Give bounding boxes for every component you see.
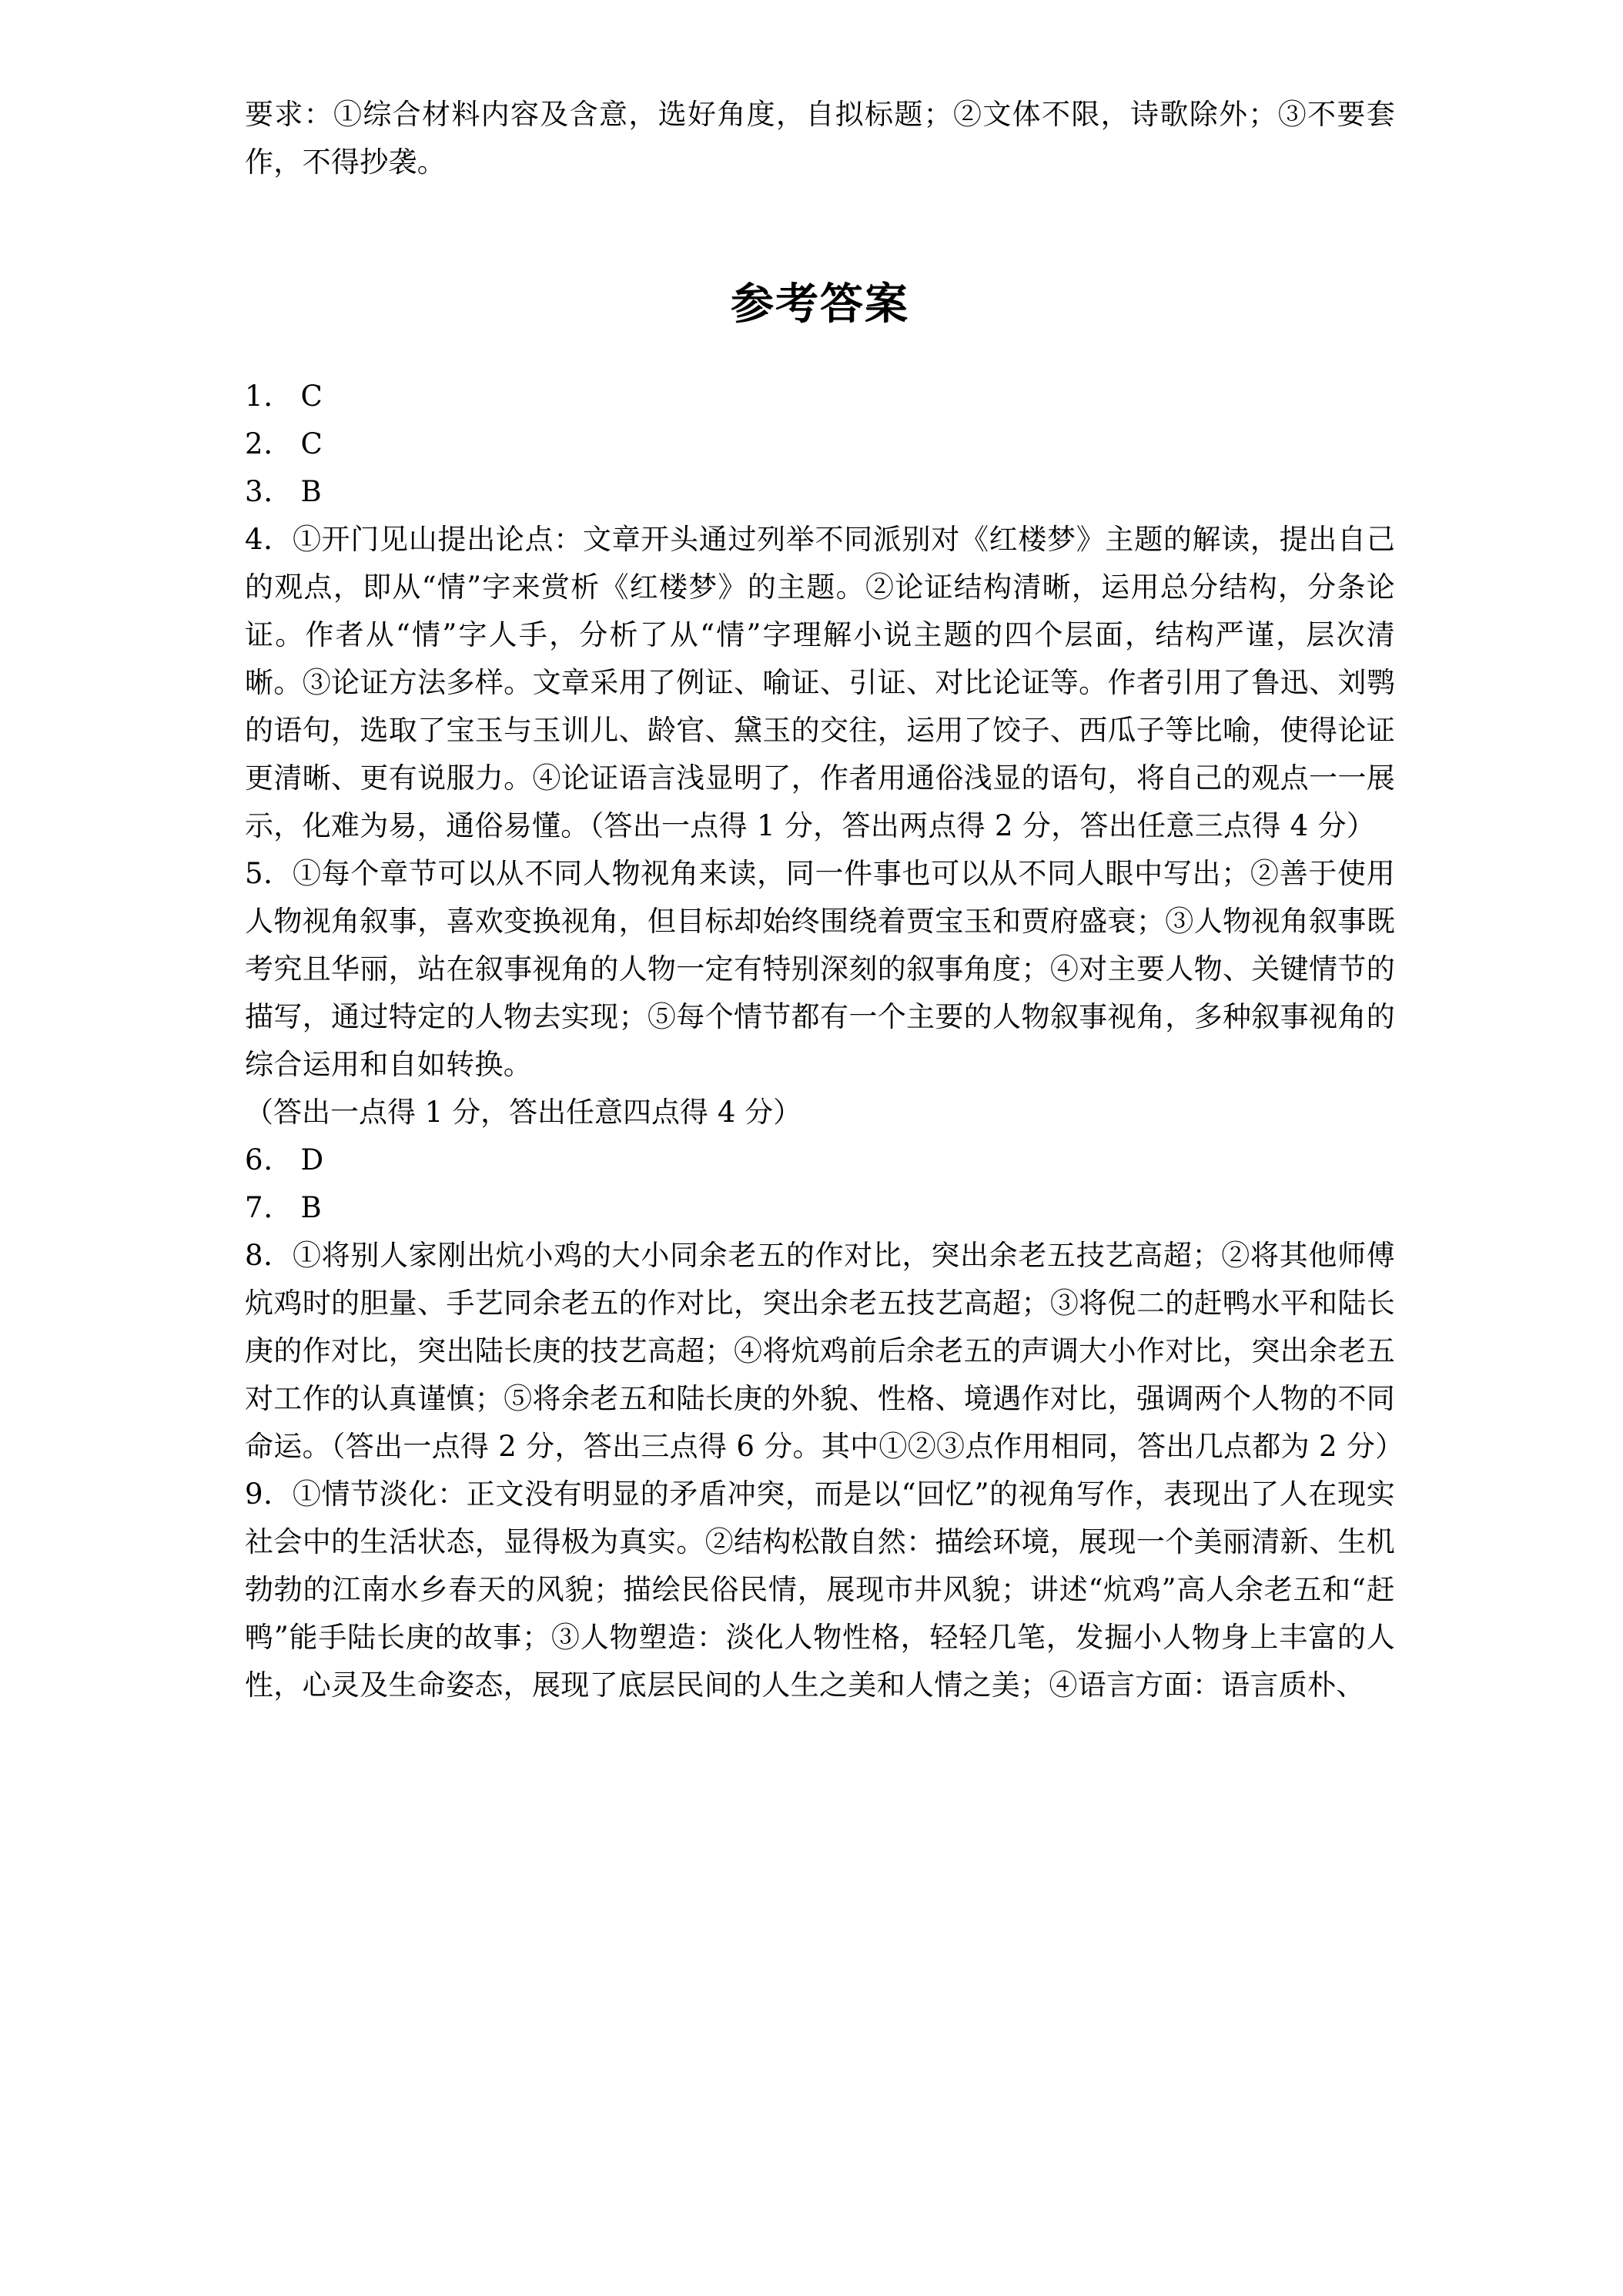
- answer-value: B: [300, 1191, 322, 1224]
- answer-item-choice: [245, 468, 1395, 516]
- answer-item-choice: [245, 1184, 1395, 1232]
- answer-body-text: ①将别人家刚出炕小鸡的大小同余老五的作对比，突出余老五技艺高超；②将其他师傅炕鸡时的胆量、手艺同余老五的作对比，突出余老五技艺高超；③将倪二的赶鸭水平和陆长庚的作对比，突出陆长庚的技艺高超；④将炕鸡前后余老五的声调大小作对比，突出余老五对工作的认真谨慎；⑤将余老五和陆长庚的外貌、性格、境遇作对比，强调两个人物的不同命运。（答出一点得 2 分，答出三点得 6 分。其中①②③点作用相同，答出几点都为 2 分）: [245, 1239, 1404, 1463]
- answer-item-essay: [245, 1232, 1404, 1471]
- title-gap-after: [245, 331, 1395, 373]
- answer-value: D: [300, 1143, 324, 1176]
- answer-scoring-note: （答出一点得 1 分，答出任意四点得 4 分）: [245, 1096, 802, 1129]
- answer-number: 5．: [245, 857, 293, 890]
- answer-item-choice: [245, 373, 1395, 420]
- answer-number: 9．: [245, 1478, 293, 1511]
- answer-number: 4．: [245, 523, 293, 556]
- answer-value: C: [300, 380, 323, 413]
- answer-number: 6．: [245, 1143, 293, 1176]
- page-title: 参考答案: [731, 279, 909, 330]
- answer-number: 1．: [245, 380, 293, 413]
- answer-number: 8．: [245, 1239, 293, 1272]
- answer-item-essay: [245, 850, 1395, 1089]
- answer-item-choice: [245, 1136, 1395, 1184]
- answer-body-text: ①开门见山提出论点：文章开头通过列举不同派别对《红楼梦》主题的解读，提出自己的观点，即从“情”字来赏析《红楼梦》的主题。②论证结构清晰，运用总分结构，分条论证。作者从“情”字人手，分析了从“情”字理解小说主题的四个层面，结构严谨，层次清晰。③论证方法多样。文章采用了例证、喻证、引证、对比论证等。作者引用了鲁迅、刘鹗的语句，选取了宝玉与玉训儿、龄官、黛玉的交往，运用了饺子、西瓜子等比喻，使得论证更清晰、更有说服力。④论证语言浅显明了，作者用通俗浅显的语句，将自己的观点一一展示，化难为易，通俗易懂。（答出一点得 1 分，答出两点得 2 分，答出任意三点得 4 分）: [245, 523, 1395, 842]
- answer-body-text: ①每个章节可以从不同人物视角来读，同一件事也可以从不同人眼中写出；②善于使用人物视角叙事，喜欢变换视角，但目标却始终围绕着贾宝玉和贾府盛衰；③人物视角叙事既考究且华丽，站在叙事视角的人物一定有特别深刻的叙事角度；④对主要人物、关键情节的描写，通过特定的人物去实现；⑤每个情节都有一个主要的人物叙事视角，多种叙事视角的综合运用和自如转换。: [245, 857, 1395, 1081]
- answer-value: B: [300, 475, 322, 508]
- page-content: [245, 0, 1404, 1709]
- answers-list: [245, 373, 1404, 1709]
- answer-number: 3．: [245, 475, 293, 508]
- answer-item-essay: [245, 1471, 1395, 1709]
- top-spacer: [245, 0, 1395, 91]
- answer-number: 7．: [245, 1191, 293, 1224]
- answer-value: C: [300, 427, 323, 460]
- answer-body-text: ①情节淡化：正文没有明显的矛盾冲突，而是以“回忆”的视角写作，表现出了人在现实社会中的生活状态，显得极为真实。②结构松散自然：描绘环境，展现一个美丽清新、生机勃勃的江南水乡春天的风貌；描绘民俗民情，展现市井风貌；讲述“炕鸡”高人余老五和“赶鸭”能手陆长庚的故事；③人物塑造：淡化人物性格，轻轻几笔，发掘小人物身上丰富的人性，心灵及生命姿态，展现了底层民间的人生之美和人情之美；④语言方面：语言质朴、: [245, 1478, 1395, 1702]
- answer-item-essay: [245, 516, 1395, 850]
- exam-requirement-paragraph: 要求：①综合材料内容及含意，选好角度，自拟标题；②文体不限，诗歌除外；③不要套作，不得抄袭。: [245, 98, 1395, 179]
- title-gap-before: [245, 186, 1395, 277]
- answer-number: 2．: [245, 427, 293, 460]
- answer-item-choice: [245, 420, 1395, 468]
